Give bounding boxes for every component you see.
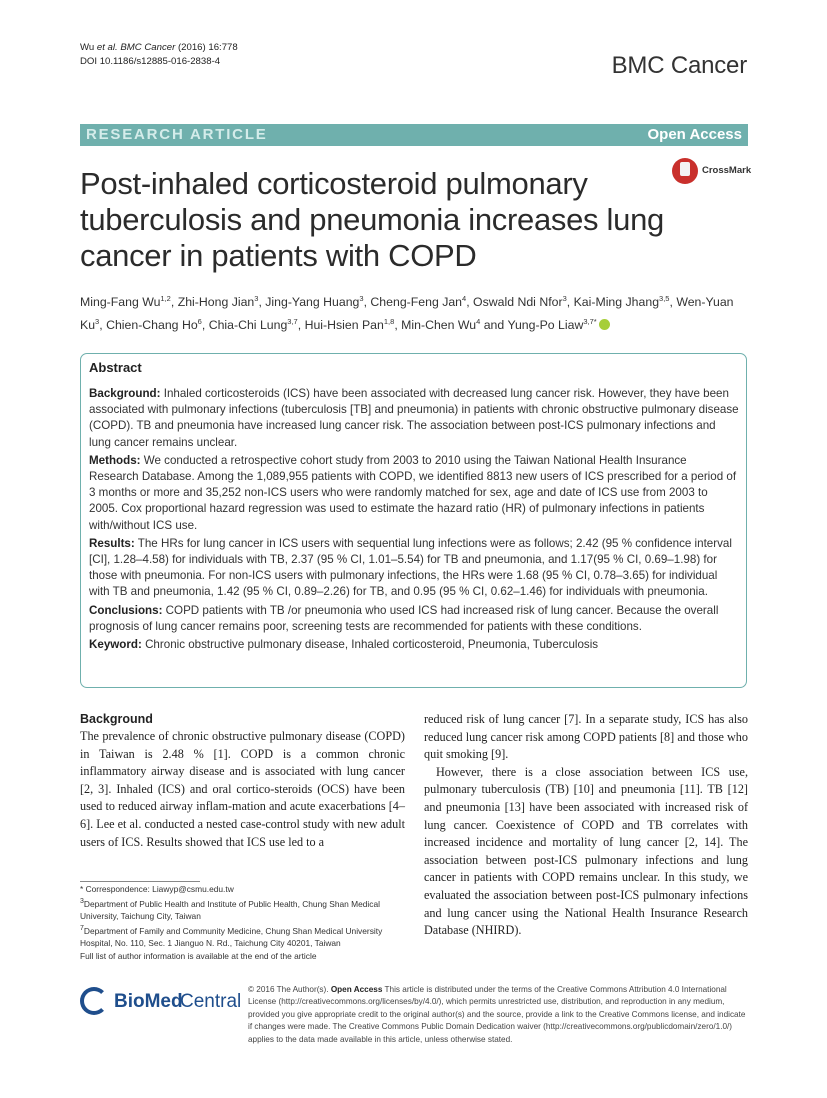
abstract-methods: Methods: We conducted a retrospective cohort study from 2003 to 2010 using the Taiwan National Health Insurance Research Database. Among the 1,089,955 patients with COPD, we identified 8813 new users of ICS prescribed for a period of 3 months or more and 35,252 non-ICS users who were randomly matched for sex, age and date of ICS use from 2003 to 2005. Cox proportional hazard regression was used to estimate the hazard ratio (HR) of pulmonary infections in patients with/without ICS use.	[89, 453, 737, 532]
footnote-divider	[80, 881, 200, 882]
author[interactable]: Chia-Chi Lung$^{3,7}$	[208, 317, 298, 333]
article-type-label: RESEARCH ARTICLE	[86, 126, 268, 143]
citation-etal: et al.	[96, 42, 118, 53]
abstract-heading: Abstract	[89, 360, 142, 375]
author-list: Ming-Fang Wu$^{1,2}$, Zhi-Hong Jian$^3$, Jing-Yang Huang$^3$, Cheng-Feng Jan$^4$, Oswald Ndi Nfor$^3$, Kai-Ming Jhang$^{3,5}$, Wen-Yuan Ku$^3$, Chien-Chang Ho$^6$, Chia-Chi Lung$^{3,7}$, Hui-Hsien Pan$^{1,8}$, Min-Chen Wu$^4$ and Yung-Po Liaw$^{3,7*}$	[80, 294, 734, 333]
abstract-box	[80, 353, 747, 688]
body-paragraph: The prevalence of chronic obstructive pulmonary disease (COPD) in Taiwan is 2.48 % [1]. COPD is a common chronic inflammatory airway disease and is associated with lung cancer [2, 3]. Inhaled (ICS) and oral cortico-steroids (OCS) have been used to reduced airway inflam-mation and acute exacerbations [4–6]. Lee et al. conducted a nested case-control study with new adult users of ICS. Results showed that ICS use led to a	[80, 729, 405, 849]
author[interactable]: Chien-Chang Ho$^6$	[106, 317, 202, 333]
crossmark-label: CrossMark	[702, 165, 752, 176]
author[interactable]: Ming-Fang Wu$^{1,2}$	[80, 294, 171, 310]
journal-name: BMC Cancer	[611, 52, 747, 79]
open-access-label: Open Access	[647, 126, 742, 143]
abstract-results: Results: The HRs for lung cancer in ICS users with sequential lung infections were as follows; 2.42 (95 % confidence interval [CI], 1.28–4.58) for individuals with TB, 2.37 (95 % CI, 1.01–5.54) for TB and pneumonia, and 1.17(95 % CI, 0.69–1.98) for those with pneumonia. For non-ICS users with pulmonary infections, the HRs were 1.68 (95 % CI, 0.78–3.65) for individual with TB and pneumonia, 1.42 (95 % CI, 0.89–2.26) for TB, and 0.95 (95 % CI, 0.62–1.46) for individuals with pneumonia.	[89, 536, 732, 599]
license-statement: © 2016 The Author(s). Open Access This article is distributed under the terms of the Creative Commons Attribution 4.0 International License (http://creativecommons.org/licenses/by/4.0/), which permits unrestricted use, distribution, and reproduction in any medium, provided you give appropriate credit to the original author(s) and the source, provide a link to the Creative Commons license, and indicate if changes were made. The Creative Commons Public Domain Dedication waiver (http://creativecommons.org/publicdomain/zero/1.0/) applies to the data made available in this article, unless otherwise stated.	[248, 985, 746, 1044]
body-column-right	[424, 711, 748, 940]
author[interactable]: Min-Chen Wu$^4$	[401, 317, 481, 333]
biomed-central-swirl-icon	[80, 987, 108, 1015]
section-heading-background: Background	[80, 712, 153, 726]
article-title: Post-inhaled corticosteroid pulmonary tuberculosis and pneumonia increases lung cancer in patients with COPD	[80, 166, 664, 273]
author[interactable]: Wen-Yuan Ku$^3$	[80, 295, 734, 333]
author[interactable]: Cheng-Feng Jan$^4$	[370, 294, 467, 310]
abstract-body	[89, 386, 739, 655]
author[interactable]: Hui-Hsien Pan$^{1,8}$	[304, 317, 395, 333]
abstract-conclusions: Conclusions: COPD patients with TB /or pneumonia who used ICS had increased risk of lung cancer. Because the overall prognosis of lung cancer remains poor, screening tests are recommended for patients with these conditions.	[89, 603, 719, 633]
affiliation-3: $^3$Department of Public Health and Institute of Public Health, Chung Shan Medical University, Taichung City, Taiwan	[80, 897, 380, 921]
correspondence[interactable]: * Correspondence: Liawyp@csmu.edu.tw	[80, 884, 234, 894]
logo-text-bold: BioMed	[114, 991, 183, 1012]
author[interactable]: Zhi-Hong Jian$^3$	[177, 294, 259, 310]
full-author-info-note: Full list of author information is available at the end of the article	[80, 950, 317, 961]
abstract-background: Background: Inhaled corticosteroids (ICS) have been associated with decreased lung cancer risk. However, they have been associated with pulmonary infections (tuberculosis [TB] and pneumonia) in patients with chronic obstructive pulmonary disease (COPD). TB and pneumonia have increased lung cancer risk. The association between post-ICS pulmonary infections and lung cancer remains unclear.	[89, 387, 739, 449]
author[interactable]: Jing-Yang Huang$^3$	[265, 294, 364, 310]
body-paragraph: However, there is a close association between ICS use, pulmonary tuberculosis (TB) [10] and pneumonia [11]. TB [12] and pneumonia [13] have been associated with increased risk of lung cancer. Coexistence of COPD and TB correlates with increased incidence and mortality of lung cancer [2, 14]. The association between post-ICS pulmonary infections and lung cancer in patients with COPD remains unclear. In this study, we evaluated the association between post-ICS pulmonary infections and lung cancer using the National Health Insurance Research Database (NHIRD).	[424, 764, 748, 938]
body-column-left	[80, 711, 405, 851]
authors-and: and	[483, 318, 505, 333]
citation-line1	[80, 41, 238, 55]
article-type-banner	[80, 124, 748, 146]
citation-journal: BMC Cancer	[120, 42, 176, 53]
footnotes	[80, 883, 400, 962]
logo-text-regular: Central	[180, 991, 242, 1012]
citation-volume: (2016) 16:778	[177, 42, 238, 53]
biomed-central-logo[interactable]	[80, 985, 240, 1021]
affiliation-7: $^7$Department of Family and Community Medicine, Chung Shan Medical University Hospital, No. 110, Sec. 1 Jianguo N. Rd., Taichung City 40201, Taiwan	[80, 924, 383, 948]
author[interactable]: Oswald Ndi Nfor$^3$	[473, 294, 567, 310]
body-paragraph: reduced risk of lung cancer [7]. In a separate study, ICS has also reduced lung cancer risk among COPD patients [8] and those who quit smoking [9].	[424, 712, 748, 762]
author[interactable]: Yung-Po Liaw$^{3,7*}$	[507, 317, 597, 333]
citation-authors: Wu	[80, 42, 95, 53]
abstract-keywords: Keyword: Chronic obstructive pulmonary disease, Inhaled corticosteroid, Pneumonia, Tuberculosis	[89, 638, 599, 652]
orcid-icon[interactable]	[599, 319, 610, 330]
author[interactable]: Kai-Ming Jhang$^{3,5}$	[573, 294, 670, 310]
citation	[80, 41, 238, 69]
citation-doi[interactable]: DOI 10.1186/s12885-016-2838-4	[80, 56, 221, 67]
